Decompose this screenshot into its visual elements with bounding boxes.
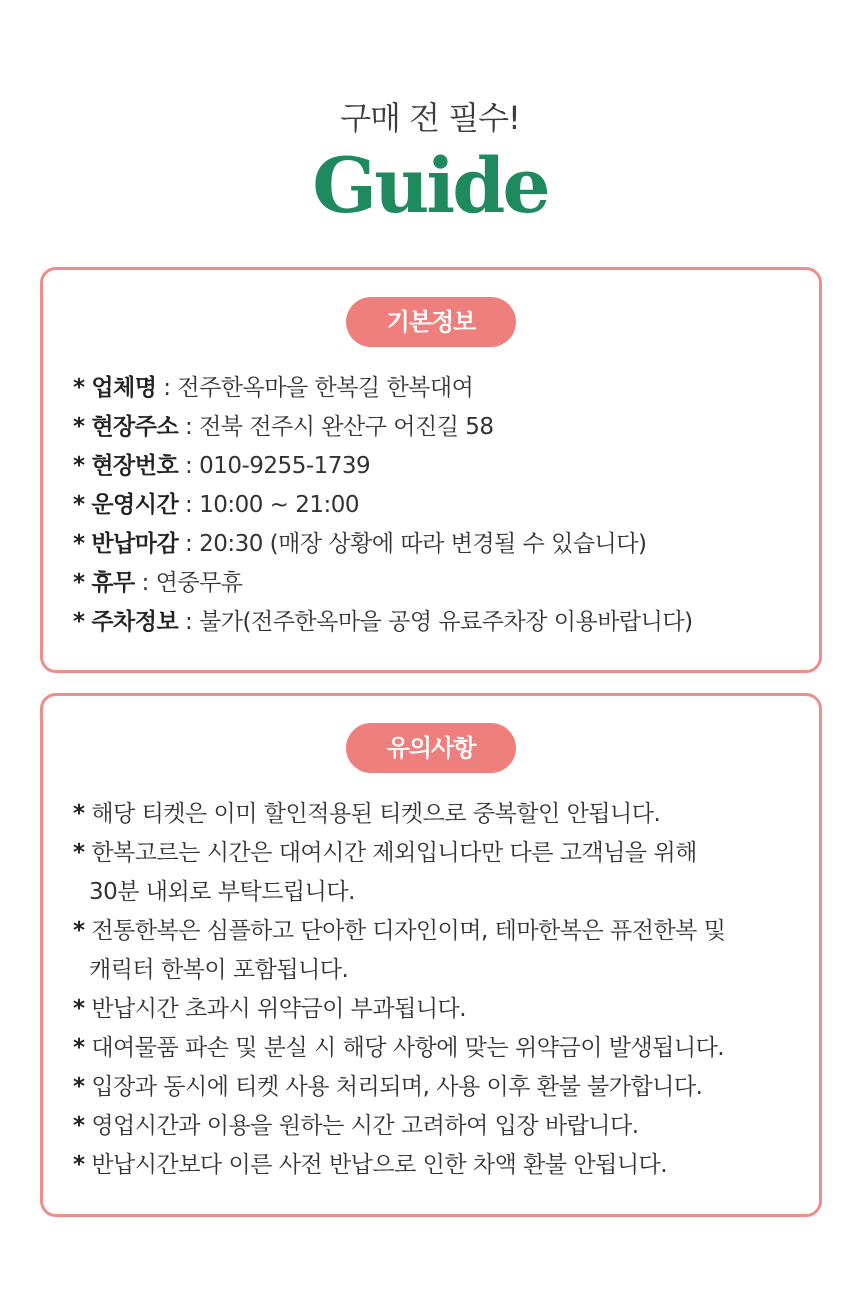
note-text: 전통한복은 심플하고 단아한 디자인이며, 테마한복은 퓨전한복 및 bbox=[91, 918, 726, 944]
info-item-return-deadline bbox=[73, 525, 693, 564]
bullet-star: * bbox=[73, 918, 85, 944]
info-item-hours bbox=[73, 486, 693, 525]
bullet-star: * bbox=[73, 492, 85, 518]
info-value: : 전주한옥마을 한복길 한복대여 bbox=[156, 375, 474, 401]
notes-list bbox=[73, 795, 725, 1185]
info-item-parking bbox=[73, 603, 693, 642]
info-item-phone bbox=[73, 447, 693, 486]
note-text: 반납시간 초과시 위약금이 부과됩니다. bbox=[91, 996, 467, 1022]
info-value: : 전북 전주시 완산구 어진길 58 bbox=[178, 414, 494, 440]
note-item bbox=[73, 795, 725, 834]
info-label: 반납마감 bbox=[91, 531, 179, 557]
info-value: : 20:30 (매장 상황에 따라 변경될 수 있습니다) bbox=[178, 531, 647, 557]
info-label: 휴무 bbox=[91, 570, 135, 596]
note-text: 영업시간과 이용을 원하는 시간 고려하여 입장 바랍니다. bbox=[91, 1113, 639, 1139]
bullet-star: * bbox=[73, 840, 85, 866]
note-item bbox=[73, 1029, 725, 1068]
note-item bbox=[73, 912, 725, 990]
info-label: 업체명 bbox=[91, 375, 157, 401]
basic-info-badge: 기본정보 bbox=[346, 297, 516, 347]
note-text-continued: 캐릭터 한복이 포함됩니다. bbox=[89, 957, 349, 983]
info-item-holiday bbox=[73, 564, 693, 603]
info-label: 현장번호 bbox=[91, 453, 179, 479]
info-value: : 010-9255-1739 bbox=[178, 453, 371, 479]
bullet-star: * bbox=[73, 801, 85, 827]
note-text: 반납시간보다 이른 사전 반납으로 인한 차액 환불 안됩니다. bbox=[91, 1152, 668, 1178]
bullet-star: * bbox=[73, 414, 85, 440]
bullet-star: * bbox=[73, 1113, 85, 1139]
bullet-star: * bbox=[73, 609, 85, 635]
info-label: 운영시간 bbox=[91, 492, 179, 518]
note-item bbox=[73, 990, 725, 1029]
guide-subtitle: 구매 전 필수! bbox=[340, 99, 520, 137]
note-text: 입장과 동시에 티켓 사용 처리되며, 사용 이후 환불 불가합니다. bbox=[91, 1074, 703, 1100]
note-item bbox=[73, 1146, 725, 1185]
bullet-star: * bbox=[73, 375, 85, 401]
info-value: : 연중무휴 bbox=[134, 570, 243, 596]
note-text-continued: 30분 내외로 부탁드립니다. bbox=[89, 879, 355, 905]
note-item bbox=[73, 1107, 725, 1146]
guide-title: Guide bbox=[312, 141, 548, 230]
note-item bbox=[73, 1068, 725, 1107]
info-label: 주차정보 bbox=[91, 609, 179, 635]
bullet-star: * bbox=[73, 453, 85, 479]
bullet-star: * bbox=[73, 1074, 85, 1100]
bullet-star: * bbox=[73, 570, 85, 596]
info-item-business-name bbox=[73, 369, 693, 408]
note-item bbox=[73, 834, 725, 912]
bullet-star: * bbox=[73, 1152, 85, 1178]
bullet-star: * bbox=[73, 1035, 85, 1061]
basic-info-card bbox=[40, 267, 822, 673]
note-text: 해당 티켓은 이미 할인적용된 티켓으로 중복할인 안됩니다. bbox=[91, 801, 661, 827]
basic-info-list bbox=[73, 369, 693, 642]
info-label: 현장주소 bbox=[91, 414, 179, 440]
notes-badge: 유의사항 bbox=[346, 723, 516, 773]
info-item-address bbox=[73, 408, 693, 447]
bullet-star: * bbox=[73, 996, 85, 1022]
note-text: 대여물품 파손 및 분실 시 해당 사항에 맞는 위약금이 발생됩니다. bbox=[91, 1035, 725, 1061]
note-text: 한복고르는 시간은 대여시간 제외입니다만 다른 고객님을 위해 bbox=[91, 840, 697, 866]
bullet-star: * bbox=[73, 531, 85, 557]
info-value: : 10:00 ~ 21:00 bbox=[178, 492, 360, 518]
notes-card bbox=[40, 693, 822, 1217]
info-value: : 불가(전주한옥마을 공영 유료주차장 이용바랍니다) bbox=[178, 609, 693, 635]
